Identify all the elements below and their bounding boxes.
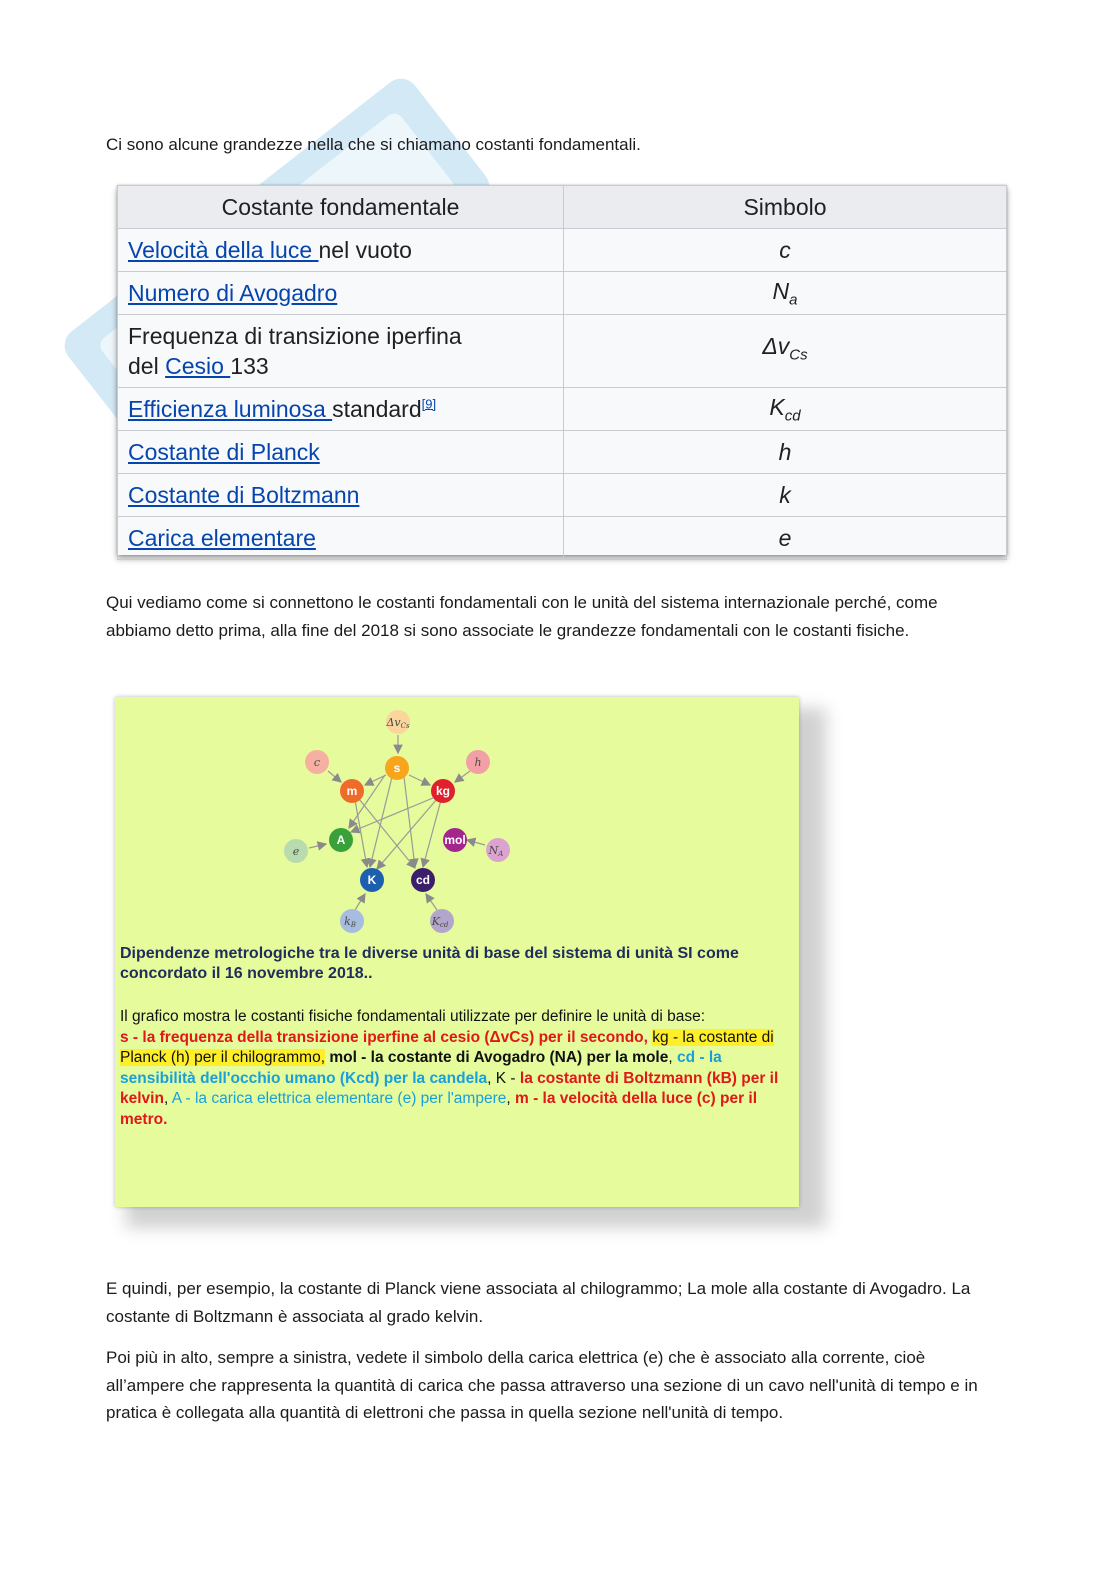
table-row bbox=[118, 517, 1007, 560]
info-text-m: m - la velocità della luce (c) per il metro. bbox=[120, 1090, 758, 1128]
planck-constant-link[interactable]: Costante di Planck bbox=[128, 438, 320, 465]
speed-of-light-link[interactable]: Velocità della luce bbox=[128, 236, 319, 263]
info-text-k: la costante di Boltzmann (kB) per il kelvin bbox=[120, 1069, 779, 1107]
separator: , bbox=[506, 1090, 515, 1107]
s-label: s bbox=[393, 761, 401, 775]
constants-table bbox=[117, 185, 1007, 555]
symbol-sub: cd bbox=[784, 407, 801, 425]
reference-link[interactable]: [9] bbox=[421, 395, 437, 411]
symbol-main: Δv bbox=[762, 333, 790, 360]
symbol-main: K bbox=[769, 393, 785, 420]
symbol-sub: a bbox=[789, 291, 798, 309]
table-row bbox=[118, 229, 1007, 272]
separator: , bbox=[668, 1049, 677, 1066]
elementary-charge-link[interactable]: Carica elementare bbox=[128, 524, 316, 551]
a-label: A bbox=[336, 833, 346, 847]
info-text-k-prefix: , K - bbox=[487, 1069, 520, 1087]
luminous-efficacy-link[interactable]: Efficienza luminosa bbox=[128, 395, 333, 422]
kg-label: kg bbox=[435, 784, 451, 798]
kb-label: kB bbox=[344, 915, 356, 929]
info-text-a: A - la carica elettrica elementare (e) per l'ampere bbox=[171, 1090, 507, 1107]
symbol-sub: Cs bbox=[789, 346, 808, 364]
mol-label: mol bbox=[444, 833, 466, 847]
paragraph-4: Poi più in alto, sempre a sinistra, vedete il simbolo della carica elettrica (e) che è associato alla corrente, cioè all’ampere che rappresenta la quantità di carica che passa attraverso una sezione di un cavo nell'unità di tempo e in pratica è collegata alla quantità di elettroni che passa in quella sezione nell'unità di tempo. bbox=[106, 1348, 978, 1422]
paragraph-3: E quindi, per esempio, la costante di Planck viene associata al chilogrammo; La mole alla costante di Avogadro. La costante di Boltzmann è associata al grado kelvin. bbox=[106, 1279, 971, 1326]
table-row bbox=[118, 315, 1007, 388]
cd-label: cd bbox=[415, 873, 431, 887]
na-label: NA bbox=[488, 844, 504, 858]
symbol-cell: h bbox=[564, 431, 1007, 474]
h-label: h bbox=[474, 756, 482, 769]
info-text-s: s - la frequenza della transizione iperfine al cesio (ΔvCs) per il secondo, bbox=[120, 1028, 653, 1046]
info-text-kg: kg - la costante di Planck (h) per il chilogrammo, bbox=[120, 1028, 774, 1066]
row-text: del bbox=[128, 353, 166, 379]
si-infographic bbox=[115, 697, 799, 1207]
info-text-mol: mol - la costante di Avogadro (NA) per la mole bbox=[325, 1049, 669, 1066]
si-units-diagram bbox=[115, 697, 799, 942]
table-row bbox=[118, 272, 1007, 315]
header-symbol: Simbolo bbox=[564, 186, 1007, 229]
row-text: nel vuoto bbox=[318, 236, 412, 263]
m-label: m bbox=[346, 784, 358, 798]
table-row bbox=[118, 388, 1007, 431]
symbol-cell: c bbox=[564, 229, 1007, 272]
symbol-cell bbox=[564, 388, 1007, 431]
c-label: c bbox=[313, 756, 321, 769]
dvcs-label: ΔvCs bbox=[386, 716, 410, 730]
boltzmann-constant-link[interactable]: Costante di Boltzmann bbox=[128, 481, 360, 508]
info-text-cd: cd - la sensibilità dell'occhio umano (Kcd) per la candela bbox=[120, 1049, 722, 1087]
info-text-intro: Il grafico mostra le costanti fisiche fondamentali utilizzate per definire le unità di base: bbox=[120, 1008, 705, 1025]
table-row bbox=[118, 431, 1007, 474]
row-text: Frequenza di transizione iperfina bbox=[128, 323, 462, 349]
symbol-cell bbox=[564, 315, 1007, 388]
kcd-label: Kcd bbox=[431, 915, 449, 929]
separator: , bbox=[163, 1090, 172, 1107]
e-label: e bbox=[292, 845, 300, 858]
avogadro-number-link[interactable]: Numero di Avogadro bbox=[128, 279, 338, 306]
symbol-cell: e bbox=[564, 517, 1007, 560]
infographic-heading: Dipendenze metrologiche tra le diverse unità di base del sistema di unità SI come concordato il 16 novembre 2018.. bbox=[120, 945, 739, 982]
row-text: standard bbox=[332, 395, 422, 422]
symbol-main: N bbox=[772, 277, 790, 304]
intro-paragraph: Ci sono alcune grandezze nella che si chiamano costanti fondamentali. bbox=[106, 135, 641, 154]
header-constant: Costante fondamentale bbox=[118, 186, 564, 229]
symbol-cell: k bbox=[564, 474, 1007, 517]
symbol-cell bbox=[564, 272, 1007, 315]
paragraph-2: Qui vediamo come si connettono le costanti fondamentali con le unità del sistema internazionale perché, come abbiamo detto prima, alla fine del 2018 si sono associate le grandezze fondamentali con le costanti fisiche. bbox=[106, 593, 938, 640]
cesium-link[interactable]: Cesio bbox=[165, 353, 231, 379]
infographic-text bbox=[120, 1007, 780, 1130]
row-text: 133 bbox=[230, 353, 269, 379]
k-label: K bbox=[367, 873, 377, 887]
table-row bbox=[118, 474, 1007, 517]
